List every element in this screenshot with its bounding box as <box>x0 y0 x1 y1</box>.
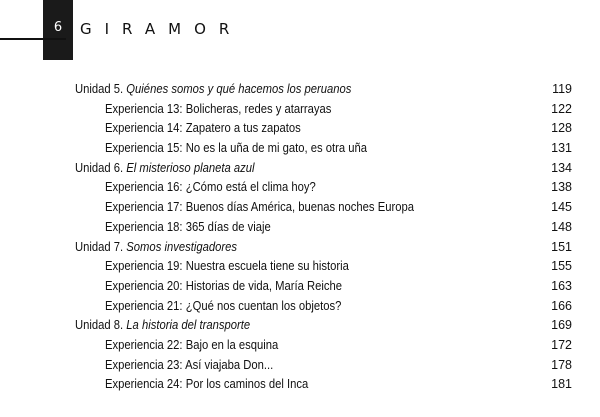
toc-experience-row <box>0 259 600 279</box>
toc-unit-title: La historia del transporte <box>126 318 251 333</box>
toc-unit-row <box>0 82 600 102</box>
toc-experience-title: ¿Cómo está el clima hoy? <box>185 180 316 195</box>
toc-experience-label: Experiencia 19: <box>105 259 183 274</box>
toc-page-number: 181 <box>551 377 572 392</box>
toc-experience-label: Experiencia 13: <box>105 101 183 116</box>
toc-page-number: 166 <box>551 298 572 313</box>
toc-experience-row <box>0 377 600 397</box>
page-header <box>0 0 600 60</box>
toc-experience-title: Bolicheras, redes y atarrayas <box>185 101 332 116</box>
toc-page-number: 134 <box>551 160 572 175</box>
toc-unit-title: El misterioso planeta azul <box>126 160 255 175</box>
toc-experience-row <box>0 121 600 141</box>
page-number: 6 <box>53 20 63 35</box>
toc-page-number: 128 <box>551 121 572 136</box>
toc-page-number: 172 <box>551 337 572 352</box>
toc-experience-row <box>0 279 600 299</box>
book-title: GIRAMOR <box>80 20 243 38</box>
toc-experience-label: Experiencia 22: <box>105 337 183 352</box>
toc-experience-label: Experiencia 17: <box>105 200 183 215</box>
toc-page-number: 169 <box>551 318 572 333</box>
toc-page-number: 145 <box>551 200 572 215</box>
toc-experience-title: No es la uña de mi gato, es otra uña <box>185 141 368 156</box>
toc-unit-label: Unidad 6. <box>75 160 124 175</box>
toc-experience-title: Bajo en la esquina <box>185 337 279 352</box>
toc-unit-row <box>0 240 600 260</box>
toc-unit-label: Unidad 7. <box>75 239 124 254</box>
toc-experience-label: Experiencia 21: <box>105 298 183 313</box>
toc-page-number: 155 <box>551 259 572 274</box>
toc-page-number: 163 <box>551 278 572 293</box>
toc-experience-label: Experiencia 16: <box>105 180 183 195</box>
toc-experience-title: Así viajaba Don... <box>185 357 274 372</box>
header-rule <box>0 38 66 40</box>
toc-unit-title: Somos investigadores <box>126 239 237 254</box>
toc-experience-title: Buenos días América, buenas noches Europa <box>185 200 414 215</box>
toc-experience-row <box>0 180 600 200</box>
toc-experience-label: Experiencia 24: <box>105 377 183 392</box>
toc-unit-row <box>0 318 600 338</box>
toc-unit-label: Unidad 8. <box>75 318 124 333</box>
toc-page-number: 119 <box>552 82 572 96</box>
toc-page-number: 148 <box>551 219 572 234</box>
toc-experience-row <box>0 299 600 319</box>
toc-experience-row <box>0 358 600 378</box>
toc-page-number: 178 <box>551 357 572 372</box>
toc-experience-title: Zapatero a tus zapatos <box>185 121 301 136</box>
toc-experience-label: Experiencia 20: <box>105 278 183 293</box>
toc-experience-label: Experiencia 18: <box>105 219 183 234</box>
toc-experience-title: ¿Qué nos cuentan los objetos? <box>185 298 342 313</box>
toc-experience-row <box>0 141 600 161</box>
toc-experience-title: Por los caminos del Inca <box>185 377 309 392</box>
toc-experience-label: Experiencia 14: <box>105 121 183 136</box>
toc-experience-title: Historias de vida, María Reiche <box>185 278 343 293</box>
toc-unit-label: Unidad 5. <box>75 82 124 96</box>
toc-page-number: 151 <box>551 239 572 254</box>
toc-page-number: 138 <box>551 180 572 195</box>
toc-page-number: 131 <box>551 141 572 156</box>
toc-experience-title: Nuestra escuela tiene su historia <box>185 259 349 274</box>
toc-experience-label: Experiencia 15: <box>105 141 183 156</box>
toc-experience-row <box>0 200 600 220</box>
toc-experience-label: Experiencia 23: <box>105 357 183 372</box>
toc-experience-row <box>0 102 600 122</box>
toc-unit-row <box>0 161 600 181</box>
toc-unit-title: Quiénes somos y qué hacemos los peruanos <box>126 82 352 96</box>
toc-experience-title: 365 días de viaje <box>185 219 271 234</box>
toc-experience-row <box>0 338 600 358</box>
toc-page-number: 122 <box>551 101 572 116</box>
table-of-contents <box>0 82 600 397</box>
toc-experience-row <box>0 220 600 240</box>
